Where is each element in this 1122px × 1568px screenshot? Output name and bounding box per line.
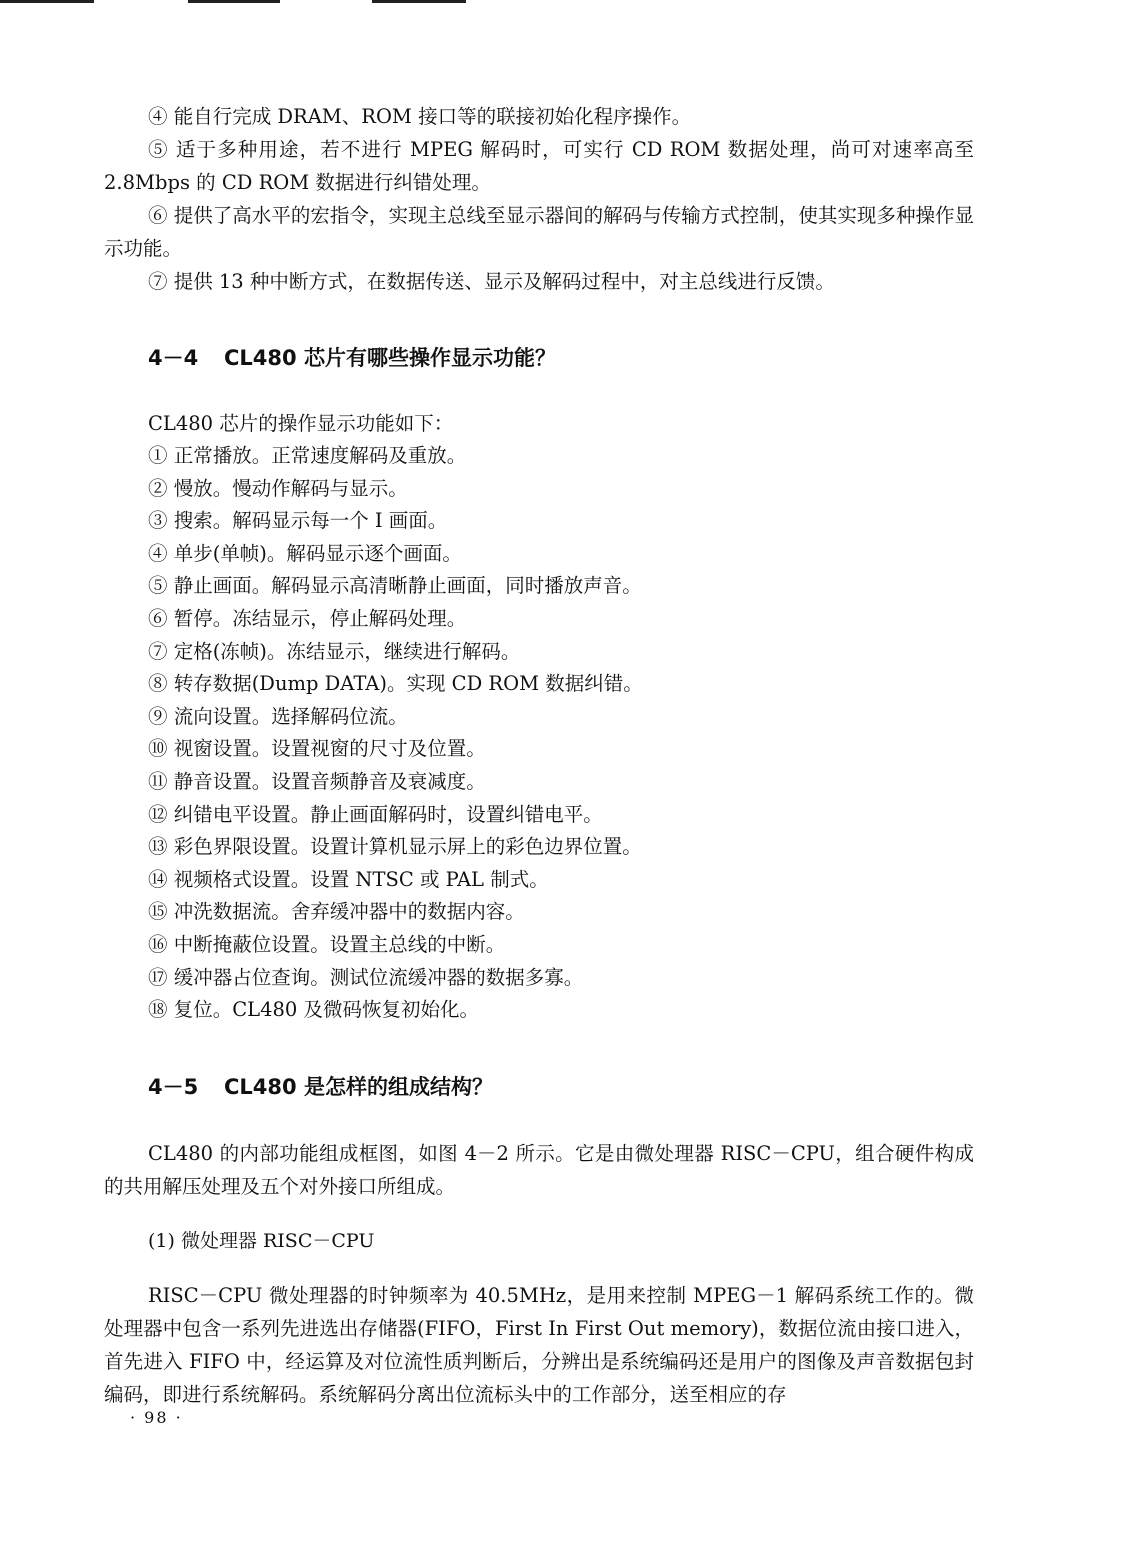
function-item: ⑩ 视窗设置。设置视窗的尺寸及位置。 — [148, 737, 486, 761]
function-item: ⑭ 视频格式设置。设置 NTSC 或 PAL 制式。 — [148, 867, 549, 891]
intro-item-4: ④ 能自行完成 DRAM、ROM 接口等的联接初始化程序操作。 — [148, 105, 692, 128]
section-4-4-lead: CL480 芯片的操作显示功能如下： — [148, 412, 454, 435]
intro-item-7: ⑦ 提供 13 种中断方式，在数据传送、显示及解码过程中，对主总线进行反馈。 — [148, 270, 835, 293]
intro-item-5: ⑤ 适于多种用途，若不进行 MPEG 解码时，可实行 CD ROM 数据处理，尚可对速率高至 2.8Mbps 的 CD ROM 数据进行纠错处理。 — [104, 138, 974, 194]
function-item: ① 正常播放。正常速度解码及重放。 — [148, 444, 467, 467]
function-item: ⑱ 复位。CL480 及微码恢复初始化。 — [148, 998, 479, 1022]
section-4-5-para2: RISC－CPU 微处理器的时钟频率为 40.5MHz，是用来控制 MPEG－1 解码系统工作的。微处理器中包含一系列先进选出存储器(FIFO，First In First Out memory)，数据位流由接口进入，首先进入 FIFO 中，经运算及对位流性质判断后，分辨出是系统编码还是用户的图像及声音数据包封编码，即进行系统解码。系统解码分离出位流标头中的工作部分，送至相应的存 — [104, 1283, 974, 1406]
function-item: ⑤ 静止画面。解码显示高清晰静止画面，同时播放声音。 — [148, 574, 642, 598]
function-item: ⑫ 纠错电平设置。静止画面解码时，设置纠错电平。 — [148, 802, 603, 826]
page-body — [104, 100, 974, 1411]
function-item: ④ 单步(单帧)。解码显示逐个画面。 — [148, 541, 462, 565]
function-item: ⑥ 暂停。冻结显示，停止解码处理。 — [148, 606, 467, 630]
section-4-4-heading — [104, 342, 974, 372]
page-number: · 98 · — [130, 1408, 183, 1427]
function-item: ⑮ 冲洗数据流。舍弃缓冲器中的数据内容。 — [148, 900, 525, 924]
section-number: 4－4 — [148, 346, 199, 370]
section-4-5-heading — [104, 1071, 974, 1101]
function-item: ⑯ 中断掩蔽位设置。设置主总线的中断。 — [148, 932, 506, 956]
function-item: ⑰ 缓冲器占位查询。测试位流缓冲器的数据多寡。 — [148, 965, 584, 989]
section-number: 4－5 — [148, 1074, 199, 1099]
sub-heading: (1) 微处理器 RISC－CPU — [148, 1229, 375, 1252]
section-4-5-para1: CL480 的内部功能组成框图，如图 4－2 所示。它是由微处理器 RISC－CPU，组合硬件构成的共用解压处理及五个对外接口所组成。 — [104, 1141, 974, 1198]
section-title: CL480 芯片有哪些操作显示功能？ — [224, 346, 556, 370]
function-item: ⑦ 定格(冻帧)。冻结显示，继续进行解码。 — [148, 639, 521, 663]
function-item: ⑧ 转存数据(Dump DATA)。实现 CD ROM 数据纠错。 — [148, 672, 643, 696]
top-rule-3 — [372, 0, 466, 3]
top-rule-2 — [188, 0, 280, 3]
top-rule-1 — [0, 0, 94, 3]
function-item: ⑨ 流向设置。选择解码位流。 — [148, 704, 408, 728]
intro-item-6: ⑥ 提供了高水平的宏指令，实现主总线至显示器间的解码与传输方式控制，使其实现多种操作显示功能。 — [104, 204, 974, 260]
function-item: ② 慢放。慢动作解码与显示。 — [148, 476, 408, 500]
function-item: ⑪ 静音设置。设置音频静音及衰减度。 — [148, 769, 486, 793]
section-title: CL480 是怎样的组成结构？ — [224, 1074, 493, 1099]
function-item: ⑬ 彩色界限设置。设置计算机显示屏上的彩色边界位置。 — [148, 835, 642, 859]
function-item: ③ 搜索。解码显示每一个 I 画面。 — [148, 509, 448, 533]
